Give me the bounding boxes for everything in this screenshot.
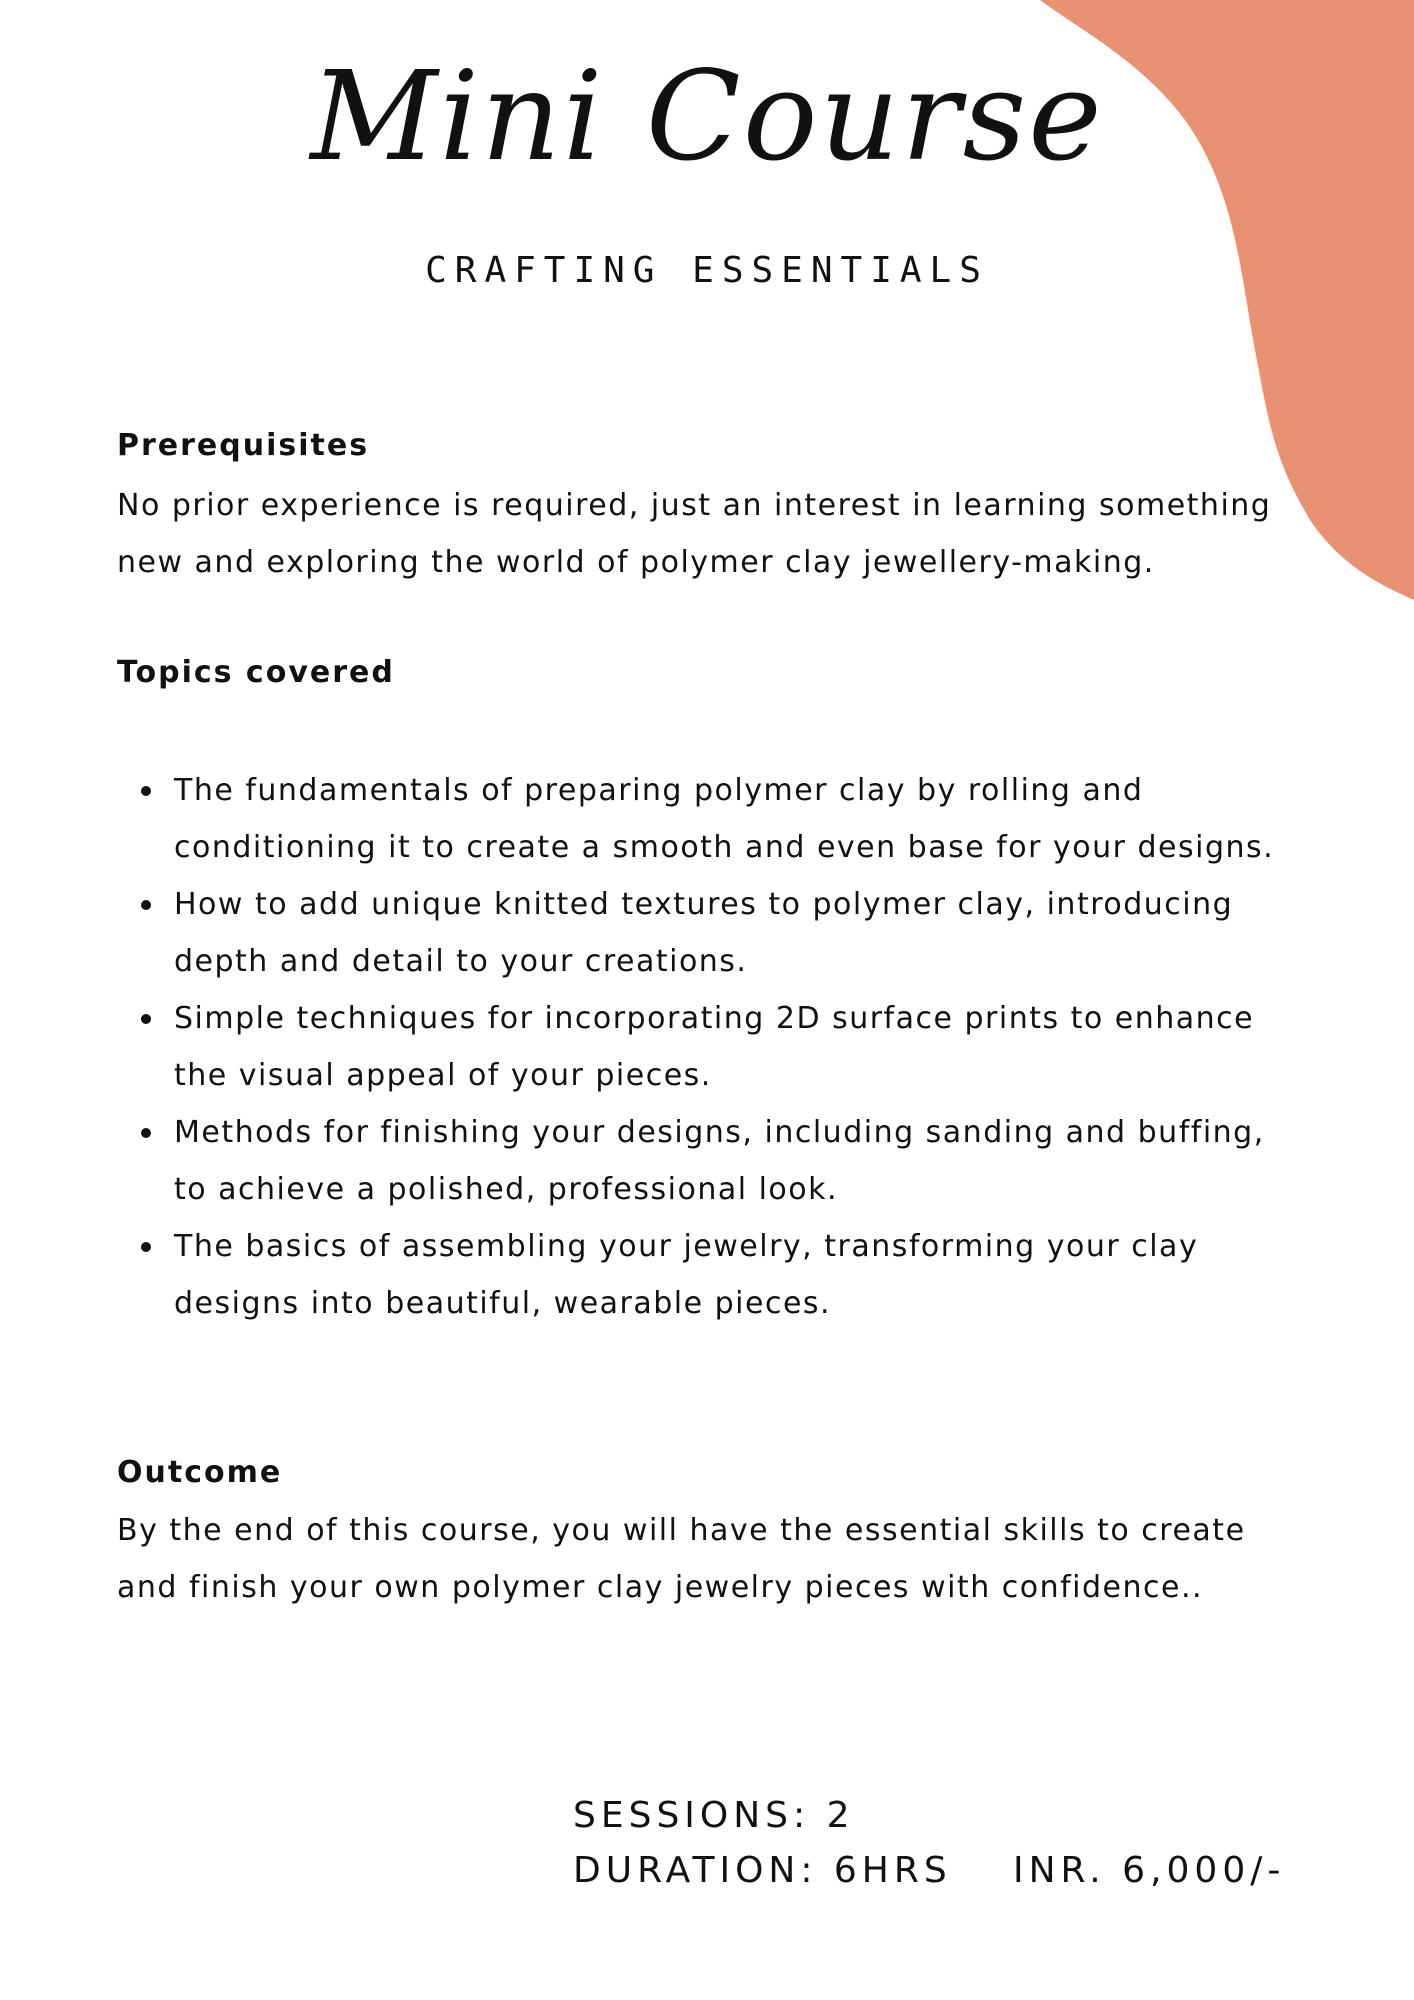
bullet-icon (141, 1242, 151, 1252)
duration-label: DURATION: 6HRS (573, 1850, 952, 1891)
list-item (117, 1218, 1297, 1332)
price-label: INR. 6,000/- (1013, 1850, 1286, 1891)
course-subtitle: CRAFTING ESSENTIALS (425, 250, 989, 291)
course-title: Mini Course (310, 45, 1104, 189)
list-item (117, 990, 1297, 1104)
bullet-icon (141, 1014, 151, 1024)
topic-text: Methods for finishing your designs, including sanding and buffing, to achieve a polished, professional look. (174, 1115, 1265, 1207)
topic-text: The fundamentals of preparing polymer clay by rolling and conditioning it to create a smooth and even base for your designs. (174, 773, 1275, 865)
topic-text: The basics of assembling your jewelry, transforming your clay designs into beautiful, wearable pieces. (174, 1229, 1199, 1321)
list-item (117, 876, 1297, 990)
topics-heading: Topics covered (117, 655, 395, 690)
bullet-icon (141, 900, 151, 910)
bullet-icon (141, 1128, 151, 1138)
prerequisites-heading: Prerequisites (117, 428, 370, 463)
topics-list (117, 762, 1297, 1332)
list-item (117, 1104, 1297, 1218)
topic-text: Simple techniques for incorporating 2D surface prints to enhance the visual appeal of your pieces. (174, 1001, 1255, 1093)
topic-text: How to add unique knitted textures to polymer clay, introducing depth and detail to your creations. (174, 887, 1234, 979)
prerequisites-text: No prior experience is required, just an interest in learning something new and exploring the world of polymer clay jewellery-making. (117, 488, 1272, 580)
list-item (117, 762, 1297, 876)
bullet-icon (141, 786, 151, 796)
outcome-heading: Outcome (117, 1455, 283, 1490)
outcome-text: By the end of this course, you will have the essential skills to create and finish your own polymer clay jewelry pieces with confidence.. (117, 1513, 1246, 1605)
sessions-label: SESSIONS: 2 (573, 1795, 855, 1836)
